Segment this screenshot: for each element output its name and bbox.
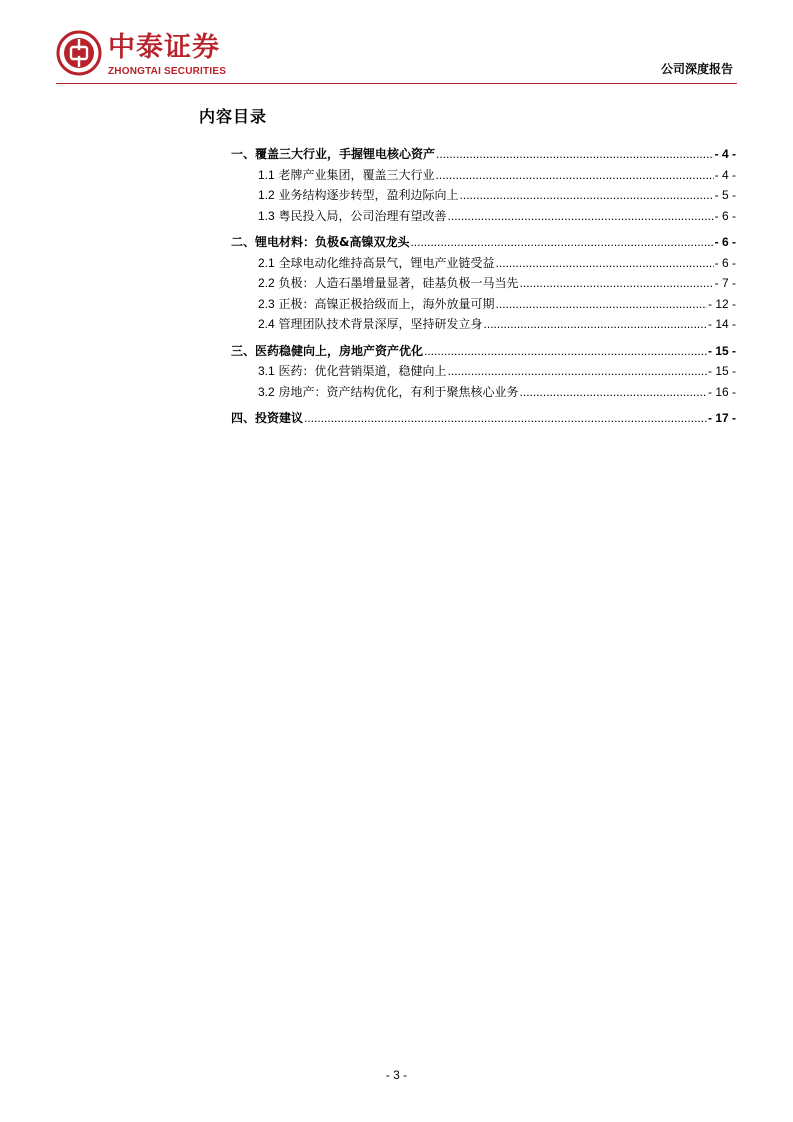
toc-entry-page: - 16 -	[707, 384, 736, 399]
toc-entry-number: 2.4	[258, 317, 275, 331]
toc-entry-label: 负极：人造石墨增量显著，硅基负极一马当先	[278, 276, 519, 290]
toc-entry-number: 1.2	[258, 188, 275, 202]
toc-entry-label: 房地产：资产结构优化，有利于聚焦核心业务	[278, 384, 519, 399]
toc-entry-page: - 14 -	[707, 317, 736, 331]
dot-leader	[496, 253, 714, 274]
toc-entry-2-1[interactable]	[231, 253, 736, 274]
page-number: - 3 -	[385, 1068, 408, 1082]
toc-entry-section-2[interactable]	[231, 232, 736, 253]
toc-entry-number: 1.3	[258, 208, 275, 223]
table-of-contents	[231, 144, 736, 429]
report-type-label: 公司深度报告	[660, 62, 733, 76]
toc-entry-page: - 7 -	[714, 276, 736, 290]
toc-entry-number: 2.1	[258, 255, 275, 270]
header-divider	[56, 83, 737, 84]
dot-leader	[496, 294, 707, 315]
toc-entry-page: - 6 -	[714, 235, 736, 249]
toc-entry-2-3[interactable]	[231, 294, 736, 315]
toc-entry-label: 一、覆盖三大行业，手握锂电核心资产	[231, 147, 436, 161]
toc-entry-3-1[interactable]	[231, 361, 736, 382]
toc-entry-page: - 12 -	[707, 296, 736, 311]
toc-entry-page: - 15 -	[707, 364, 736, 378]
toc-entry-section-4[interactable]	[231, 408, 736, 429]
toc-entry-section-1[interactable]	[231, 144, 736, 165]
toc-entry-3-2[interactable]	[231, 382, 736, 403]
toc-entry-label: 管理团队技术背景深厚，坚持研发立身	[278, 317, 483, 331]
toc-entry-page: - 17 -	[707, 411, 736, 425]
toc-entry-label: 老牌产业集团，覆盖三大行业	[278, 167, 435, 182]
dot-leader	[520, 273, 714, 294]
dot-leader	[484, 314, 707, 335]
toc-entry-1-1[interactable]	[231, 165, 736, 186]
toc-entry-1-3[interactable]	[231, 206, 736, 227]
toc-entry-number: 1.1	[258, 167, 275, 182]
dot-leader	[304, 408, 707, 429]
toc-entry-label: 医药：优化营销渠道，稳健向上	[278, 364, 447, 378]
dot-leader	[424, 341, 707, 362]
toc-title: 内容目录	[199, 107, 268, 126]
dot-leader	[460, 185, 714, 206]
dot-leader	[436, 144, 714, 165]
toc-entry-page: - 6 -	[714, 208, 736, 223]
dot-leader	[410, 232, 713, 253]
toc-entry-label: 全球电动化维持高景气，锂电产业链受益	[278, 255, 495, 270]
toc-entry-number: 2.3	[258, 296, 275, 311]
toc-entry-page: - 4 -	[714, 147, 736, 161]
toc-entry-number: 3.2	[258, 384, 275, 399]
toc-entry-2-4[interactable]	[231, 314, 736, 335]
company-logo	[56, 30, 246, 80]
dot-leader	[448, 206, 714, 227]
toc-entry-label: 正极：高镍正极拾级而上，海外放量可期	[278, 296, 495, 311]
toc-entry-1-2[interactable]	[231, 185, 736, 206]
brand-name-cn: 中泰证券	[108, 32, 220, 63]
toc-entry-number: 3.1	[258, 364, 275, 378]
toc-entry-label: 二、锂电材料：负极&高镍双龙头	[231, 235, 410, 249]
zhongtai-emblem-icon	[56, 30, 102, 76]
toc-entry-page: - 4 -	[714, 167, 736, 182]
dot-leader	[520, 382, 707, 403]
toc-entry-label: 四、投资建议	[231, 411, 304, 425]
toc-entry-page: - 5 -	[714, 188, 736, 202]
toc-entry-number: 2.2	[258, 276, 275, 290]
toc-entry-label: 粤民投入局，公司治理有望改善	[278, 208, 447, 223]
dot-leader	[448, 361, 707, 382]
toc-entry-label: 业务结构逐步转型，盈利边际向上	[278, 188, 459, 202]
toc-entry-2-2[interactable]	[231, 273, 736, 294]
toc-entry-section-3[interactable]	[231, 341, 736, 362]
toc-entry-label: 三、医药稳健向上，房地产资产优化	[231, 343, 424, 358]
brand-name-en: ZHONGTAI SECURITIES	[108, 66, 227, 77]
toc-entry-page: - 15 -	[707, 343, 736, 358]
toc-entry-page: - 6 -	[714, 255, 736, 270]
dot-leader	[436, 165, 714, 186]
